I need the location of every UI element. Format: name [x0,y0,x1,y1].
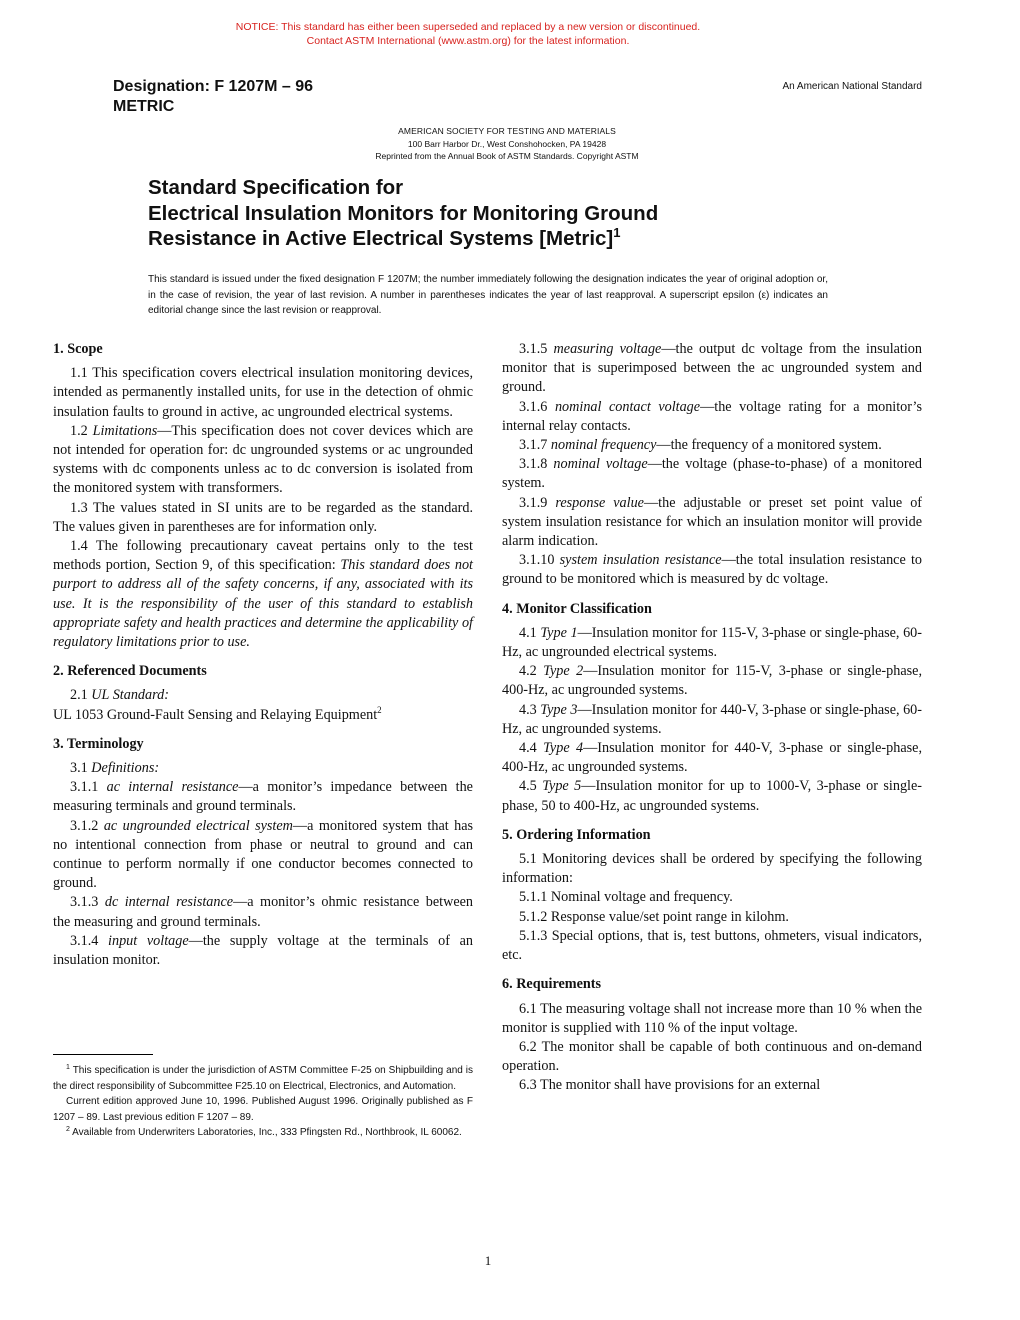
para-4-4 [502,739,922,777]
para-6-3: 6.3 The monitor shall have provisions for an external [519,1077,821,1094]
footnote-rule [53,1054,153,1055]
para-3-1-3-text: —a monitor’s ohmic resistance between the measuring and ground terminals. [53,894,474,930]
metric-label: METRIC [113,98,175,115]
american-national-standard: An American National Standard [782,81,922,92]
para-3-1-9-term: response value [555,494,644,511]
para-1-4-caveat: This standard does not purport to address all of the safety concerns, if any, associated with its use. It is the responsibility of the user of this standard to establish appropriate safety and health practices and determine the applicability of regulatory limitations prior to use. [53,557,473,651]
para-4-2 [502,662,922,700]
notice-line-2: Contact ASTM International (www.astm.org) for the latest information. [306,35,630,47]
para-1-2 [53,422,473,499]
para-3-1-term: Definitions: [91,760,160,777]
society-name: AMERICAN SOCIETY FOR TESTING AND MATERIALS [398,126,616,136]
para-4-1-text: —Insulation monitor for 115-V, 3-phase or single-phase, 60-Hz, ac ungrounded electrical systems. [502,624,922,661]
designation: Designation: F 1207M – 96 [113,78,314,95]
para-1-4-text: 1.4 The following precautionary caveat pertains only to the test methods portion, Section 9, of this specification: [53,538,473,574]
para-3-1-6-term: nominal contact voltage [554,398,701,415]
society-address: 100 Barr Harbor Dr., West Conshohocken, PA 19428 [407,138,607,149]
para-2-1-num: 2.1 [70,687,92,704]
para-3-1-7-text: —the frequency of a monitored system. [656,437,882,454]
section-heading-terminology: 3. Terminology [53,735,144,752]
para-3-1-6-num: 3.1.6 [519,398,555,415]
para-4-4-term: Type 4 [543,740,584,757]
para-4-2-term: Type 2 [543,663,584,680]
para-5-1-2: 5.1.2 Response value/set point range in kilohm. [519,908,789,925]
title-line-2: Electrical Insulation Monitors for Monitoring Ground [148,201,659,225]
para-4-3-term: Type 3 [540,701,578,718]
para-3-1-10-term: system insulation resistance [559,552,722,569]
footnote-2-text: Available from Underwriters Laboratories, Inc., 333 Pfingsten Rd., Northbrook, IL 60062. [72,1127,462,1138]
para-3-1-4-num: 3.1.4 [70,932,109,949]
para-3-1-3 [53,893,473,931]
para-3-1-1-text: —a monitor’s impedance between the measuring terminals and ground terminals. [53,779,473,815]
para-5-1-3: 5.1.3 Special options, that is, test buttons, ohmeters, visual indicators, etc. [502,927,922,964]
para-3-1-2-term: ac ungrounded electrical system [103,817,293,834]
para-4-5-term: Type 5 [542,778,582,795]
section-heading-monitor-classification: 4. Monitor Classification [502,600,652,617]
para-3-1-2-num: 3.1.2 [70,817,104,834]
title-line-3-text: Resistance in Active Electrical Systems [Metric] [148,227,614,250]
para-3-1-num: 3.1 [70,760,92,777]
para-4-3-num: 4.3 [519,701,541,718]
para-3-1-4-text: —the supply voltage at the terminals of an insulation monitor. [53,932,473,969]
para-4-1-term: Type 1 [540,624,578,641]
para-6-2: 6.2 The monitor shall be capable of both continuous and on-demand operation. [502,1038,922,1075]
footnotes [53,1063,473,1141]
para-2-1 [53,686,473,705]
para-3-1-10 [502,551,922,589]
footnote-1-mark: 1 [66,1064,70,1071]
para-3-1-4 [53,932,473,970]
left-column [53,340,473,970]
title-line-1: Standard Specification for [148,176,404,199]
para-3-1-1-num: 3.1.1 [70,779,107,796]
para-4-5 [502,777,922,815]
para-3-1-7-term: nominal frequency [550,437,657,454]
ul-1053-text: UL 1053 Ground-Fault Sensing and Relaying Equipment [53,706,378,723]
section-heading-referenced-documents: 2. Referenced Documents [53,663,207,680]
para-3-1-5-text: —the output dc voltage from the insulation monitor that is superimposed between the ac ungrounded system and ground. [502,341,922,396]
para-3-1-8-text: —the voltage (phase-to-phase) of a monitored system. [502,456,922,492]
para-5-1: 5.1 Monitoring devices shall be ordered by specifying the following information: [502,851,922,887]
para-3-1-4-term: input voltage [108,932,189,949]
para-3-1-5-term: measuring voltage [553,341,662,357]
para-1-2-num: 1.2 [70,422,93,439]
para-1-3: 1.3 The values stated in SI units are to be regarded as the standard. The values given in parentheses are for information only. [53,499,473,535]
society-block [300,125,714,163]
section-heading-ordering-information: 5. Ordering Information [502,826,651,843]
para-3-1-9-num: 3.1.9 [519,494,556,511]
para-1-2-term: Limitations [92,422,158,439]
footnote-1 [53,1063,473,1094]
supersede-notice [0,20,936,48]
para-4-4-text: —Insulation monitor for 440-V, 3-phase or single-phase, 400-Hz, ac ungrounded systems. [502,740,922,776]
para-3-1-1-term: ac internal resistance [106,779,239,796]
para-3-1 [53,759,473,778]
para-5-1-1: 5.1.1 Nominal voltage and frequency. [519,889,733,906]
title-footnote-mark: 1 [613,225,621,240]
issue-statement: This standard is issued under the fixed designation F 1207M; the number immediately following the designation indicates the year of original adoption or, in the case of revision, the year of last revision. A number in parentheses indicates the year of last reapproval. A superscript epsilon (ε) indicates an editorial change since the last revision or reapproval. [148,274,828,316]
para-4-3 [502,701,922,739]
para-3-1-6 [502,398,922,436]
para-4-5-text: —Insulation monitor for up to 1000-V, 3-phase or single-phase, 50 to 400-Hz, ac ungrounded systems. [502,778,922,814]
footnote-1-text: This specification is under the jurisdiction of ASTM Committee F-25 on Shipbuilding and is the direct responsibility of Subcommittee F25.10 on Electrical, Electronics, and Automation. [53,1065,473,1092]
para-3-1-9-text: —the adjustable or preset set point value of system insulation resistance for which an insulation monitor will provide alarm indication. [502,494,923,550]
section-heading-scope: 1. Scope [53,341,103,357]
para-4-3-text: —Insulation monitor for 440-V, 3-phase or single-phase, 60-Hz, ac ungrounded systems. [502,701,923,737]
para-ul-1053 [53,706,473,725]
para-3-1-5-num: 3.1.5 [519,341,554,357]
para-4-1-num: 4.1 [519,624,541,641]
footnote-1b: Current edition approved June 10, 1996. Published August 1996. Originally published as F 1207 – 89. Last previous edition F 1207 – 89. [53,1096,473,1123]
para-3-1-5 [502,340,922,398]
para-3-1-3-term: dc internal resistance [104,894,234,911]
para-3-1-9 [502,494,922,552]
para-3-1-10-text: —the total insulation resistance to ground to be monitored which is measured by dc voltage. [502,552,922,588]
para-4-2-num: 4.2 [519,663,544,680]
para-3-1-2 [53,817,473,894]
para-3-1-6-text: —the voltage rating for a monitor’s internal relay contacts. [502,398,922,434]
para-4-5-num: 4.5 [519,778,543,795]
para-3-1-2-text: —a monitored system that has no intentional connection from phase or neutral to ground and can continue to perform normally if one conductor becomes connected to ground. [53,817,474,892]
para-3-1-8-term: nominal voltage [553,456,648,473]
para-3-1-10-num: 3.1.10 [519,552,560,569]
page-number: 1 [484,1253,492,1268]
para-1-1: 1.1 This specification covers electrical insulation monitoring devices, intended as permanently installed units, for use in the detection of ohmic insulation faults to ground in active, ac ungrounded electrical systems. [53,365,473,420]
para-3-1-7 [502,436,922,455]
para-3-1-8 [502,455,922,493]
para-3-1-3-num: 3.1.3 [70,894,105,911]
designation-block [113,77,313,117]
reprint-note: Reprinted from the Annual Book of ASTM Standards. Copyright ASTM [375,151,639,161]
para-1-4 [53,537,473,652]
section-heading-requirements: 6. Requirements [502,976,602,993]
para-1-2-text: —This specification does not cover devices which are not intended for operation for: dc ungrounded systems or ac ungrounded systems with dc components unless ac to dc conversion is isolated from the monitored system with transformers. [53,422,474,497]
para-3-1-7-num: 3.1.7 [519,437,551,454]
footnote-2-mark: 2 [66,1126,70,1133]
para-6-1: 6.1 The measuring voltage shall not increase more than 10 % when the monitor is supplied with 110 % of the input voltage. [502,1000,922,1036]
right-column [502,340,922,1096]
page-title [148,175,658,252]
para-2-1-term: UL Standard: [91,687,169,704]
para-4-2-text: —Insulation monitor for 115-V, 3-phase or single-phase, 400-Hz, ac ungrounded systems. [502,663,923,699]
title-line-3 [148,226,658,252]
para-4-1 [502,624,922,662]
footnote-2 [53,1125,473,1141]
para-3-1-8-num: 3.1.8 [519,456,554,473]
notice-line-1: NOTICE: This standard has either been superseded and replaced by a new version or discontinued. [235,21,701,33]
ul-1053-footnote-mark: 2 [377,704,382,715]
para-3-1-1 [53,778,473,816]
para-4-4-num: 4.4 [519,740,544,757]
